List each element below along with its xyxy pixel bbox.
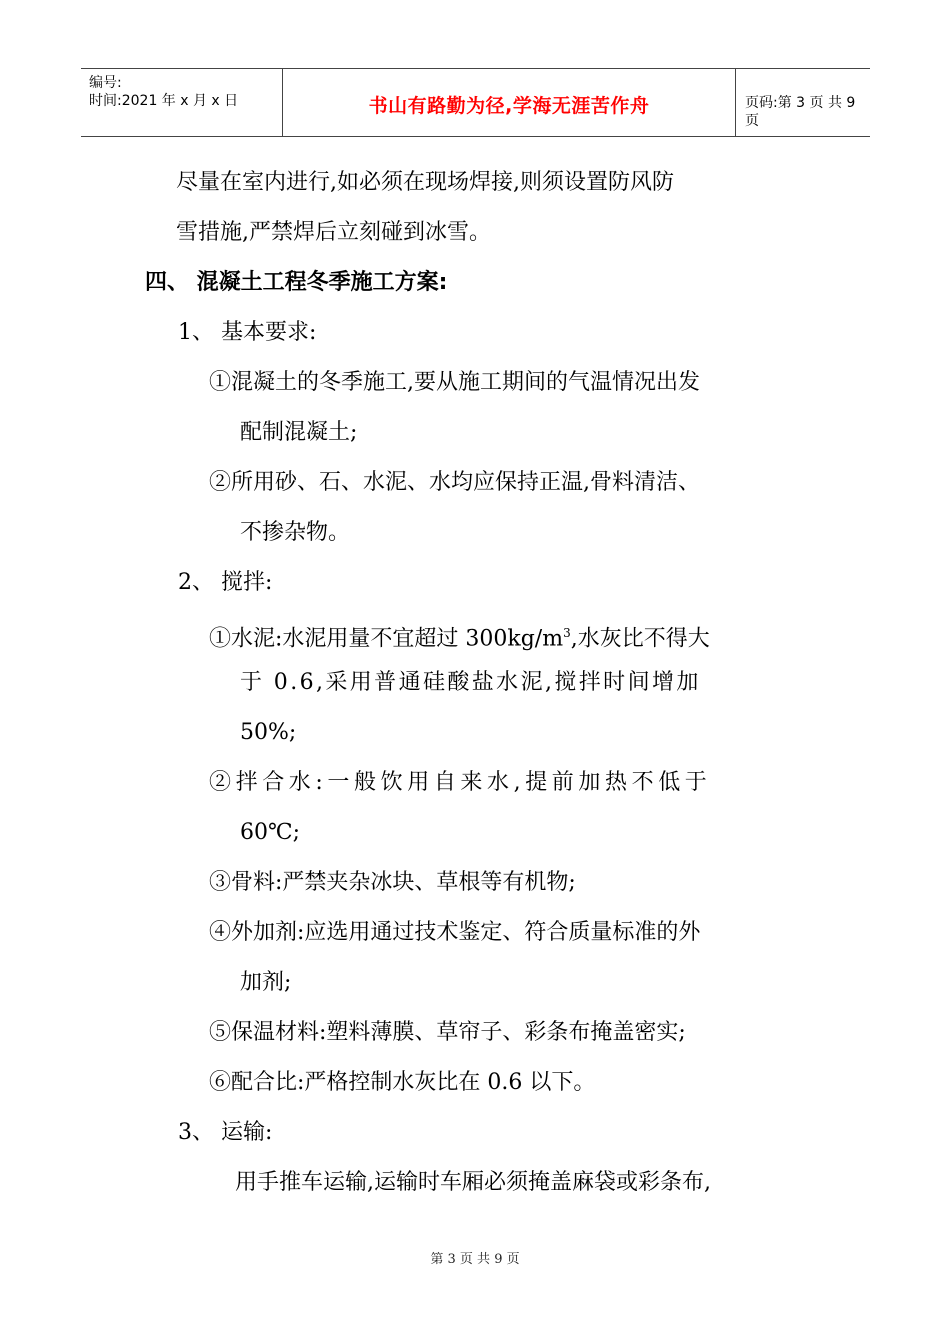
list-item-line: 配制混凝土; [240, 420, 358, 445]
header-motto-cell [282, 69, 736, 136]
subsection-heading-transport: 3、 运输: [178, 1120, 273, 1145]
list-item-line: 60℃; [240, 820, 301, 845]
document-time-label: 时间:2021 年 x 月 x 日 [89, 93, 239, 109]
list-item-line: ①混凝土的冬季施工,要从施工期间的气温情况出发 [209, 370, 700, 395]
list-item-line: ④外加剂:应选用通过技术鉴定、符合质量标准的外 [209, 920, 701, 945]
header-info-cell [81, 69, 282, 136]
superscript: 3 [563, 626, 571, 640]
subsection-heading-mixing: 2、 搅拌: [178, 570, 273, 595]
list-item-line: ②拌合水:一般饮用自来水,提前加热不低于 [209, 770, 712, 795]
paragraph-line: 雪措施,严禁焊后立刻碰到冰雪。 [176, 220, 491, 245]
list-item-line: 加剂; [240, 970, 292, 995]
motto-text: 书山有路勤为径,学海无涯苦作舟 [368, 95, 650, 117]
list-item-text: ,水灰比不得大 [570, 626, 710, 652]
list-item-line: ⑤保温材料:塑料薄膜、草帘子、彩条布掩盖密实; [209, 1020, 686, 1045]
subsection-heading-basic-requirements: 1、 基本要求: [178, 320, 317, 345]
header-table [81, 68, 870, 137]
document-number-label: 编号: [89, 75, 122, 91]
list-item-line: ③骨料:严禁夹杂冰块、草根等有机物; [209, 870, 576, 895]
list-item-line: ②所用砂、石、水泥、水均应保持正温,骨料清洁、 [209, 470, 700, 495]
paragraph-line: 尽量在室内进行,如必须在现场焊接,则须设置防风防 [176, 170, 674, 195]
list-item-line: 不掺杂物。 [240, 520, 351, 545]
page-footer: 第 3 页 共 9 页 [430, 1252, 520, 1267]
header-page-info: 页码:第 3 页 共 9 页 [745, 95, 856, 129]
section-heading-4: 四、 混凝土工程冬季施工方案: [145, 270, 448, 295]
list-item-line: ⑥配合比:严格控制水灰比在 0.6 以下。 [209, 1070, 596, 1095]
list-item-text: ①水泥:水泥用量不宜超过 300kg/m [209, 626, 564, 652]
list-item-line: 50%; [240, 720, 297, 745]
list-item-line [209, 618, 710, 654]
header-page-cell [735, 69, 870, 136]
paragraph-line: 用手推车运输,运输时车厢必须掩盖麻袋或彩条布, [235, 1170, 711, 1195]
list-item-line: 于 0.6,采用普通硅酸盐水泥,搅拌时间增加 [240, 670, 701, 695]
